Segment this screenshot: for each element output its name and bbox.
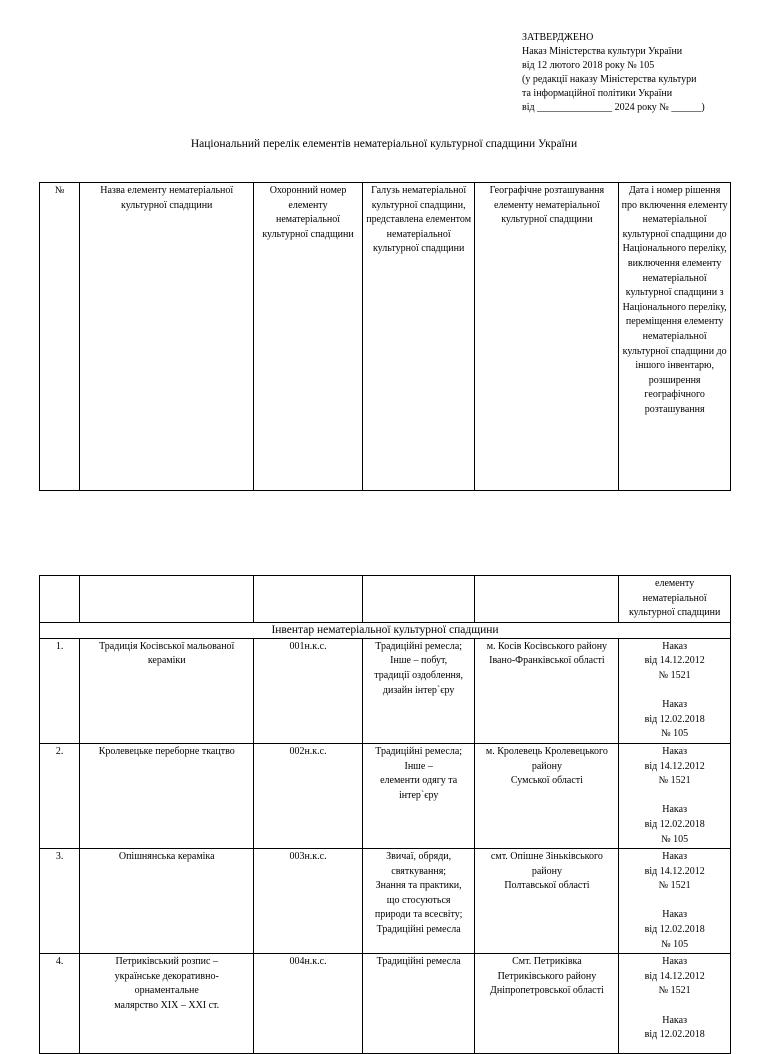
row-number: 1. xyxy=(40,638,80,743)
continuation-row xyxy=(40,576,731,623)
section-title: Інвентар нематеріальної культурної спадщини xyxy=(40,622,731,638)
row-field: Традиційні ремесла; Інше – побут, традиції оздоблення, дизайн інтер`єру xyxy=(362,638,475,743)
row-name: Петриківський розпис – українське декоративно- орнаментальне малярство XIX – XXI ст. xyxy=(80,954,254,1054)
header-number: № xyxy=(40,183,80,491)
row-code: 002н.к.с. xyxy=(254,743,363,848)
approval-line: від _______________ 2024 року № ______) xyxy=(522,102,705,113)
header-table xyxy=(39,182,731,491)
data-table xyxy=(39,575,731,1054)
row-field: Традиційні ремесла; Інше – елементи одягу та інтер`єру xyxy=(362,743,475,848)
document-title: Національний перелік елементів нематеріальної культурної спадщини України xyxy=(190,138,578,150)
row-number: 4. xyxy=(40,954,80,1054)
continuation-text: елементу нематеріальної культурної спадщини xyxy=(619,576,731,623)
approval-line: та інформаційної політики України xyxy=(522,88,673,99)
header-decision: Дата і номер рішення про включення елементу нематеріальної культурної спадщини до Національного переліку, виключення елементу нематеріальної культурної спадщини з Національного переліку, переміщення елементу нематеріальної культурної спадщини до іншого інвентарю, розширення географічного розташування xyxy=(619,183,731,491)
row-geo: смт. Опішне Зіньківського району Полтавської області xyxy=(475,849,619,954)
row-decision: Наказ від 14.12.2012 № 1521 Наказ від 12.02.2018 № 105 xyxy=(619,743,731,848)
header-name: Назва елементу нематеріальної культурної спадщини xyxy=(80,183,254,491)
approval-line: Наказ Міністерства культури України xyxy=(522,46,683,57)
header-geo: Географічне розташування елементу нематеріальної культурної спадщини xyxy=(475,183,619,491)
row-decision: Наказ від 14.12.2012 № 1521 Наказ від 12.02.2018 № 105 xyxy=(619,849,731,954)
table-row xyxy=(40,849,731,954)
header-row xyxy=(40,183,731,491)
row-number: 3. xyxy=(40,849,80,954)
row-code: 004н.к.с. xyxy=(254,954,363,1054)
approval-block xyxy=(522,31,762,115)
table-row xyxy=(40,638,731,743)
row-field: Звичаї, обряди, святкування; Знання та практики, що стосуються природи та всесвіту; Традиційні ремесла xyxy=(362,849,475,954)
row-decision: Наказ від 14.12.2012 № 1521 Наказ від 12.02.2018 № 105 xyxy=(619,638,731,743)
row-field: Традиційні ремесла xyxy=(362,954,475,1054)
row-code: 001н.к.с. xyxy=(254,638,363,743)
row-geo: м. Косів Косівського району Івано-Франківської області xyxy=(475,638,619,743)
approval-line: ЗАТВЕРДЖЕНО xyxy=(522,32,594,43)
row-geo: м. Кролевець Кролевецького району Сумської області xyxy=(475,743,619,848)
table-row xyxy=(40,954,731,1054)
row-geo: Смт. Петриківка Петриківського району Дніпропетровської області xyxy=(475,954,619,1054)
header-field: Галузь нематеріальної культурної спадщини, представлена елементом нематеріальної культурної спадщини xyxy=(362,183,475,491)
row-code: 003н.к.с. xyxy=(254,849,363,954)
row-name: Кролевецьке переборне ткацтво xyxy=(80,743,254,848)
row-decision: Наказ від 14.12.2012 № 1521 Наказ від 12.02.2018 xyxy=(619,954,731,1054)
header-code: Охоронний номер елементу нематеріальної культурної спадщини xyxy=(254,183,363,491)
row-name: Традиція Косівської мальованої кераміки xyxy=(80,638,254,743)
row-name: Опішнянська кераміка xyxy=(80,849,254,954)
row-number: 2. xyxy=(40,743,80,848)
section-row xyxy=(40,622,731,638)
table-row xyxy=(40,743,731,848)
approval-line: від 12 лютого 2018 року № 105 xyxy=(522,60,655,71)
approval-line: (у редакції наказу Міністерства культури xyxy=(522,74,697,85)
